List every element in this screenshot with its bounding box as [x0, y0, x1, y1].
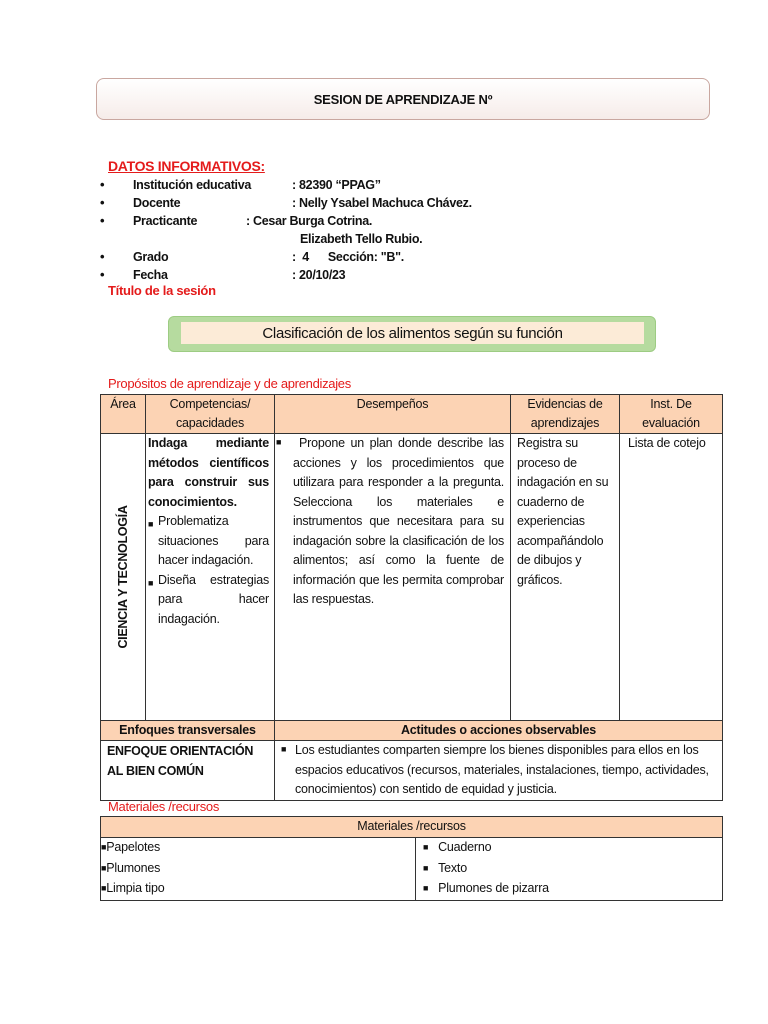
desempeno-cell [275, 434, 511, 721]
square-bullet-icon: ■ [101, 842, 107, 852]
competencias-cell [146, 434, 275, 721]
capacidad-text: Diseña estrategias para hacer indagación. [158, 572, 269, 626]
material-left [101, 879, 416, 900]
session-title: Clasificación de los alimentos según su función [181, 322, 644, 344]
instrumento-cell [620, 434, 723, 721]
evidencia-text: Registra su proceso de indagación en su cuaderno de experiencias acompañándolo de dibujos y gráficos. [517, 436, 609, 587]
square-bullet-icon: ■ [281, 744, 287, 754]
datos-label: Grado [133, 250, 169, 264]
materiales-header-row [101, 817, 723, 838]
datos-row-practicante [100, 214, 700, 232]
material-text: Limpia tipo [106, 881, 165, 895]
actitudes-header: Actitudes o acciones observables [275, 721, 723, 741]
bullet-icon: • [100, 249, 105, 264]
datos-list [100, 178, 700, 286]
enfoque-cell [101, 741, 275, 801]
propositos-heading: Propósitos de aprendizaje y de aprendizajes [108, 376, 351, 391]
material-left [101, 859, 416, 880]
materiales-table-header: Materiales /recursos [101, 817, 723, 838]
material-right [416, 838, 723, 859]
materiales-heading: Materiales /recursos [108, 799, 220, 814]
datos-value: : 82390 “PPAG” [292, 178, 381, 192]
bullet-icon: • [100, 177, 105, 192]
area-cell [101, 434, 146, 721]
bullet-icon: • [100, 267, 105, 282]
datos-label: Practicante [133, 214, 198, 228]
enfoques-row [101, 741, 723, 801]
bullet-icon: • [100, 195, 105, 210]
header-evidencias: Evidencias de aprendizajes [511, 395, 620, 434]
square-bullet-icon: ■ [101, 862, 107, 873]
header-desempenos: Desempeños [275, 395, 511, 434]
materiales-row [101, 879, 723, 900]
enfoques-header-row [101, 721, 723, 741]
bullet-icon: • [100, 213, 105, 228]
datos-label: Institución educativa [133, 178, 252, 192]
datos-row-docente [100, 196, 700, 214]
datos-heading: DATOS INFORMATIVOS: [108, 158, 265, 174]
propositos-table [100, 394, 723, 801]
material-text: Texto [438, 860, 467, 875]
evidencia-cell [511, 434, 620, 721]
square-bullet-icon: ■ [101, 883, 107, 893]
materiales-row [101, 838, 723, 859]
competencia-text: Indaga mediante métodos científicos para construir sus conocimientos. [148, 436, 269, 509]
instrumento-text: Lista de cotejo [628, 436, 706, 450]
enfoque-text: ENFOQUE ORIENTACIÓN AL BIEN COMÚN [107, 744, 254, 778]
capacidad-text: Problematiza situaciones para hacer indagación. [158, 514, 269, 567]
square-bullet-icon: ■ [276, 437, 282, 447]
area-label: CIENCIA Y TECNOLOGÍA [116, 505, 130, 649]
titulo-label: Título de la sesión [108, 283, 216, 298]
square-bullet-icon: ■ [148, 577, 154, 588]
material-text: Papelotes [106, 840, 161, 854]
datos-label: Docente [133, 196, 181, 210]
datos-row-institucion [100, 178, 700, 196]
capacidad-item [148, 571, 269, 630]
material-text: Plumones de pizarra [438, 881, 549, 895]
capacidad-item [148, 512, 269, 571]
material-left [101, 838, 416, 859]
session-header [96, 78, 710, 120]
datos-row-practicante-2 [100, 232, 700, 250]
square-bullet-icon: ■ [423, 883, 429, 893]
enfoques-header: Enfoques transversales [101, 721, 275, 741]
desempeno-text: Propone un plan donde describe las acciones y los procedimientos que utilizara para responder a la pregunta. Selecciona los materiales e instrumentos que necesitara para su indagación sobre la clasificación de los alimentos; así como la fuente de información que les permita comprobar las respuestas. [293, 436, 504, 606]
datos-value: : 4 Sección: "B". [292, 250, 404, 264]
datos-value: Elizabeth Tello Rubio. [300, 232, 423, 246]
square-bullet-icon: ■ [148, 519, 154, 529]
header-competencias: Competencias/ capacidades [146, 395, 275, 434]
datos-label: Fecha [133, 268, 168, 282]
datos-value: : 20/10/23 [292, 268, 346, 282]
session-title-box [168, 316, 656, 352]
square-bullet-icon: ■ [423, 862, 429, 873]
material-right [416, 879, 723, 900]
material-right [416, 859, 723, 880]
actitud-text: Los estudiantes comparten siempre los bienes disponibles para ellos en los espacios educativos (recursos, materiales, instalaciones, tiempo, actividades, conocimientos) con sentido de equidad y justicia. [295, 743, 709, 796]
datos-row-grado [100, 250, 700, 268]
datos-value: : Cesar Burga Cotrina. [246, 214, 373, 228]
header-area: Área [101, 395, 146, 434]
header-instrumento: Inst. De evaluación [620, 395, 723, 434]
propositos-header-row [101, 395, 723, 434]
material-text: Plumones [106, 860, 161, 875]
propositos-row [101, 434, 723, 721]
datos-value: : Nelly Ysabel Machuca Chávez. [292, 196, 472, 210]
actitud-cell [275, 741, 723, 801]
square-bullet-icon: ■ [423, 842, 429, 852]
materiales-table [100, 816, 723, 901]
material-text: Cuaderno [438, 840, 492, 854]
materiales-row [101, 859, 723, 880]
session-header-title: SESION DE APRENDIZAJE Nº [313, 91, 493, 107]
